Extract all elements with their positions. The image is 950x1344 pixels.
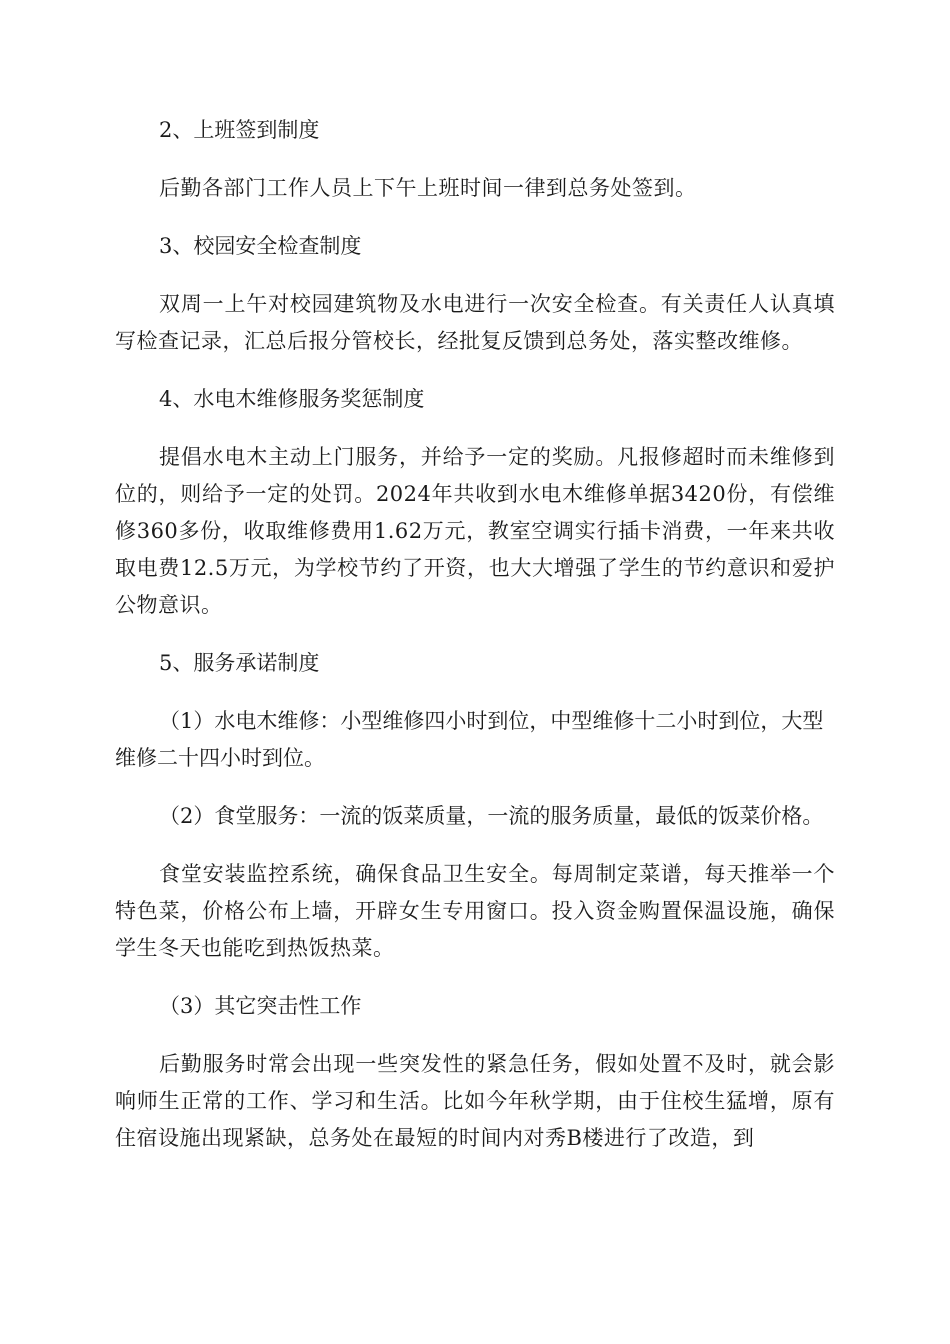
- section-4-heading: 4、水电木维修服务奖惩制度: [159, 387, 425, 411]
- section-3-heading: 3、校园安全检查制度: [159, 234, 362, 258]
- document-body: [115, 112, 835, 1157]
- section-4-body: 提倡水电木主动上门服务，并给予一定的奖励。凡报修超时而未维修到位的，则给予一定的处罚。2024年共收到水电木维修单据3420份，有偿维修360多份，收取维修费用1.62万元，教室空调实行插卡消费，一年来共收取电费12.5万元，为学校节约了开资，也大大增强了学生的节约意识和爱护公物意识。: [115, 445, 835, 617]
- section-2-body: 后勤各部门工作人员上下午上班时间一律到总务处签到。: [159, 176, 697, 200]
- canteen-body: 食堂安装监控系统，确保食品卫生安全。每周制定菜谱，每天推举一个特色菜，价格公布上墙，开辟女生专用窗口。投入资金购置保温设施，确保学生冬天也能吃到热饭热菜。: [115, 862, 835, 960]
- section-5-heading: 5、服务承诺制度: [159, 651, 320, 675]
- item-2: （2）食堂服务：一流的饭菜质量，一流的服务质量，最低的饭菜价格。: [159, 804, 824, 828]
- item-1: （1）水电木维修：小型维修四小时到位，中型维修十二小时到位，大型维修二十四小时到位。: [115, 709, 824, 770]
- section-2-heading: 2、上班签到制度: [159, 118, 320, 142]
- item-3: （3）其它突击性工作: [159, 994, 362, 1018]
- emergency-body: 后勤服务时常会出现一些突发性的紧急任务，假如处置不及时，就会影响师生正常的工作、学习和生活。比如今年秋学期，由于住校生猛增，原有住宿设施出现紧缺，总务处在最短的时间内对秀B楼进行了改造，到: [115, 1052, 835, 1150]
- section-3-body: 双周一上午对校园建筑物及水电进行一次安全检查。有关责任人认真填写检查记录，汇总后报分管校长，经批复反馈到总务处，落实整改维修。: [115, 292, 835, 353]
